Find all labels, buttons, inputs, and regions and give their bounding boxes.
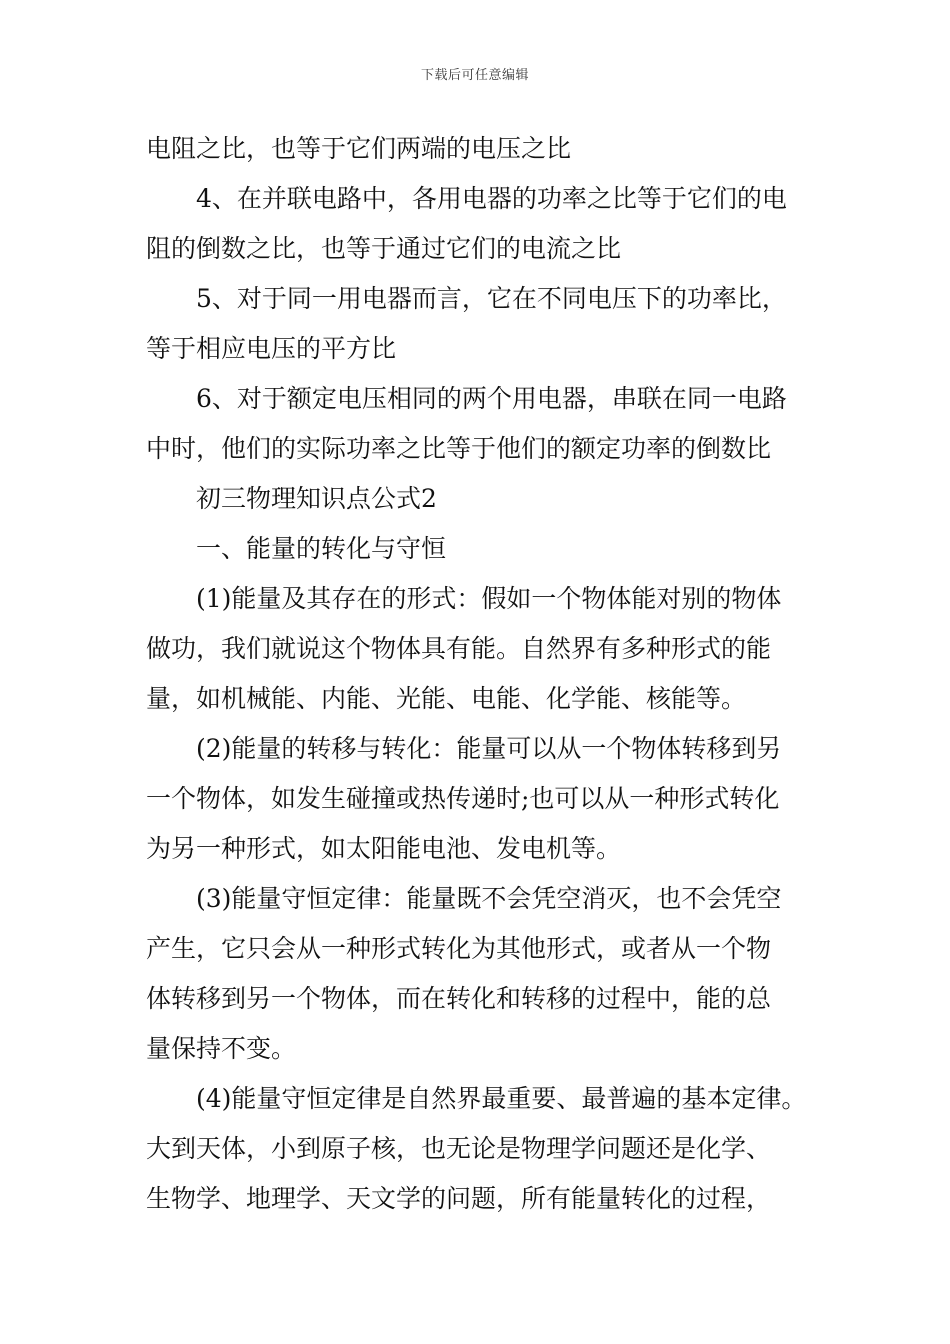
text-line: 5、对于同一用电器而言，它在不同电压下的功率比， bbox=[196, 284, 787, 313]
text-line: 6、对于额定电压相同的两个用电器，串联在同一电路 bbox=[196, 384, 787, 413]
text-line: 量，如机械能、内能、光能、电能、化学能、核能等。 bbox=[146, 684, 747, 713]
text-line: 中时，他们的实际功率之比等于他们的额定功率的倒数比 bbox=[146, 434, 772, 463]
text-line: 阻的倒数之比，也等于通过它们的电流之比 bbox=[146, 234, 622, 263]
text-line: 生物学、地理学、天文学的问题，所有能量转化的过程， bbox=[146, 1184, 772, 1213]
text-line: (3)能量守恒定律：能量既不会凭空消灭，也不会凭空 bbox=[196, 884, 782, 913]
text-line: (2)能量的转移与转化：能量可以从一个物体转移到另 bbox=[196, 734, 782, 763]
text-line: 为另一种形式，如太阳能电池、发电机等。 bbox=[146, 834, 622, 863]
subsection-heading: 一、能量的转化与守恒 bbox=[196, 534, 447, 563]
text-line: 大到天体，小到原子核，也无论是物理学问题还是化学、 bbox=[146, 1134, 772, 1163]
text-line: 量保持不变。 bbox=[146, 1034, 297, 1063]
section-heading: 初三物理知识点公式2 bbox=[196, 484, 437, 513]
text-line: 4、在并联电路中，各用电器的功率之比等于它们的电 bbox=[196, 184, 787, 213]
text-line: 电阻之比，也等于它们两端的电压之比 bbox=[146, 134, 572, 163]
text-line: 等于相应电压的平方比 bbox=[146, 334, 397, 363]
text-line: 产生，它只会从一种形式转化为其他形式，或者从一个物 bbox=[146, 934, 772, 963]
text-line: (4)能量守恒定律是自然界最重要、最普遍的基本定律。 bbox=[196, 1084, 807, 1113]
page-header: 下载后可任意编辑 bbox=[420, 68, 529, 83]
text-line: 一个物体，如发生碰撞或热传递时;也可以从一种形式转化 bbox=[146, 784, 780, 813]
text-line: (1)能量及其存在的形式：假如一个物体能对别的物体 bbox=[196, 584, 782, 613]
text-line: 做功，我们就说这个物体具有能。自然界有多种形式的能 bbox=[146, 634, 772, 663]
text-line: 体转移到另一个物体，而在转化和转移的过程中，能的总 bbox=[146, 984, 772, 1013]
